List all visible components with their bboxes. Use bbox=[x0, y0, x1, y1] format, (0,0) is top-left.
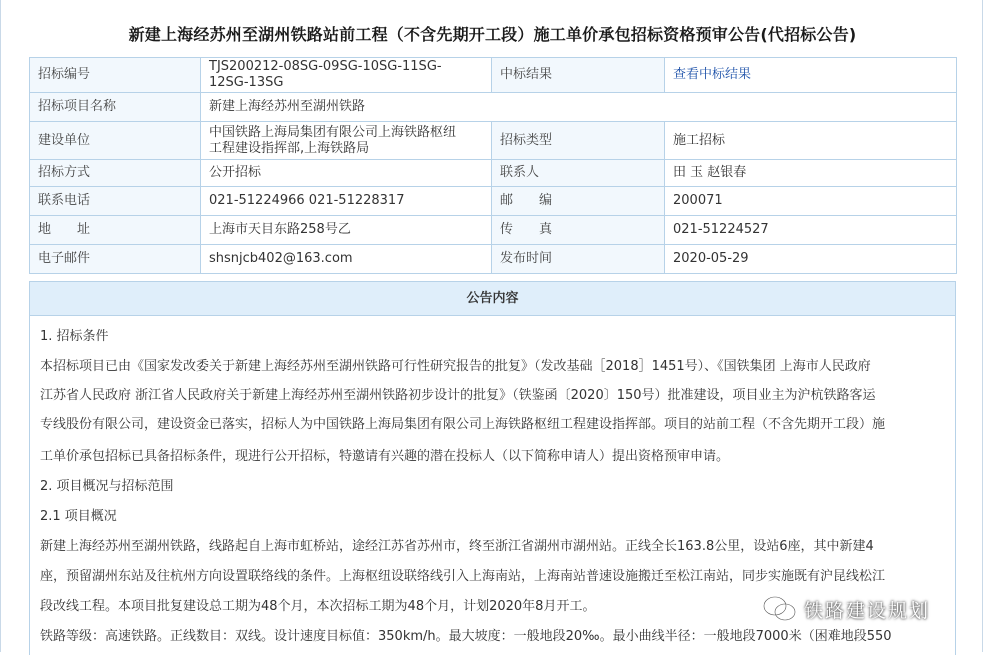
table-row bbox=[30, 216, 957, 245]
tender-type-label: 招标类型 bbox=[492, 122, 665, 160]
builder-value bbox=[201, 122, 492, 160]
fax-value: 021-51224527 bbox=[665, 216, 957, 245]
builder-line2: 工程建设指挥部,上海铁路局 bbox=[209, 140, 370, 156]
table-row bbox=[30, 93, 957, 122]
project-name-label: 招标项目名称 bbox=[30, 93, 201, 122]
publish-date-label: 发布时间 bbox=[492, 245, 665, 274]
address-value: 上海市天目东路258号乙 bbox=[201, 216, 492, 245]
paragraph-line: 本招标项目已由《国家发改委关于新建上海经苏州至湖州铁路可行性研究报告的批复》（发改基础［2018］1451号）、《国铁集团 上海市人民政府 bbox=[40, 359, 871, 374]
paragraph-line: 新建上海经苏州至湖州铁路，线路起自上海市虹桥站，途经江苏省苏州市，终至浙江省湖州市湖州站。正线全长163.8公里，设站6座，其中新建4 bbox=[40, 539, 874, 554]
section-heading: 2. 项目概况与招标范围 bbox=[40, 479, 174, 494]
result-label: 中标结果 bbox=[492, 58, 665, 93]
tender-method-label: 招标方式 bbox=[30, 160, 201, 187]
page-title: 新建上海经苏州至湖州铁路站前工程（不含先期开工段）施工单价承包招标资格预审公告(代招标公告) bbox=[128, 25, 857, 44]
phone-value: 021-51224966 021-51228317 bbox=[201, 187, 492, 216]
view-result-link[interactable]: 查看中标结果 bbox=[665, 58, 957, 93]
builder-label: 建设单位 bbox=[30, 122, 201, 160]
paragraph-line: 专线股份有限公司，建设资金已落实，招标人为中国铁路上海局集团有限公司上海铁路枢纽工程建设指挥部。项目的站前工程（不含先期开工段）施 bbox=[40, 417, 886, 432]
project-name-value: 新建上海经苏州至湖州铁路 bbox=[201, 93, 957, 122]
postcode-label: 邮 编 bbox=[492, 187, 665, 216]
bid-no-label: 招标编号 bbox=[30, 58, 201, 93]
bid-no-line1: TJS200212-08SG-09SG-10SG-11SG- bbox=[209, 59, 442, 74]
watermark-text: 铁路建设规划 bbox=[804, 599, 931, 622]
tender-info-table bbox=[29, 57, 957, 274]
paragraph-line: 段改线工程。本项目批复建设总工期为48个月，本次招标工期为48个月，计划2020年8月开工。 bbox=[40, 599, 596, 614]
contact-value: 田 玉 赵银春 bbox=[665, 160, 957, 187]
tender-type-value: 施工招标 bbox=[665, 122, 957, 160]
email-value: shsnjcb402@163.com bbox=[201, 245, 492, 274]
tender-method-value: 公开招标 bbox=[201, 160, 492, 187]
table-row bbox=[30, 245, 957, 274]
section-heading: 2.1 项目概况 bbox=[40, 509, 117, 524]
contact-label: 联系人 bbox=[492, 160, 665, 187]
postcode-value: 200071 bbox=[665, 187, 957, 216]
table-row bbox=[30, 58, 957, 93]
builder-line1: 中国铁路上海局集团有限公司上海铁路枢纽 bbox=[209, 124, 457, 140]
email-label: 电子邮件 bbox=[30, 245, 201, 274]
wechat-icon bbox=[762, 595, 798, 623]
watermark bbox=[762, 594, 930, 624]
content-header: 公告内容 bbox=[29, 281, 956, 316]
bid-no-line2: 12SG-13SG bbox=[209, 75, 284, 90]
fax-label: 传 真 bbox=[492, 216, 665, 245]
section-heading: 1. 招标条件 bbox=[40, 329, 109, 344]
paragraph-line: 工单价承包招标已具备招标条件，现进行公开招标，特邀请有兴趣的潜在投标人（以下简称申请人）提出资格预审申请。 bbox=[40, 449, 730, 464]
paragraph-line: 铁路等级：高速铁路。正线数目：双线。设计速度目标值：350km/h。最大坡度：一般地段20‰。最小曲线半径：一般地段7000米（困难地段550 bbox=[40, 629, 892, 644]
publish-date-value: 2020-05-29 bbox=[665, 245, 957, 274]
table-row bbox=[30, 187, 957, 216]
phone-label: 联系电话 bbox=[30, 187, 201, 216]
address-label: 地 址 bbox=[30, 216, 201, 245]
bid-no-value bbox=[201, 58, 492, 93]
table-row bbox=[30, 122, 957, 160]
paragraph-line: 江苏省人民政府 浙江省人民政府关于新建上海经苏州至湖州铁路初步设计的批复》（铁鉴函〔2020〕150号）批准建设，项目业主为沪杭铁路客运 bbox=[40, 388, 876, 403]
paragraph-line: 座，预留湖州东站及往杭州方向设置联络线的条件。上海枢纽设联络线引入上海南站，上海南站普速设施搬迁至松江南站，同步实施既有沪昆线松江 bbox=[40, 569, 886, 584]
table-row bbox=[30, 160, 957, 187]
